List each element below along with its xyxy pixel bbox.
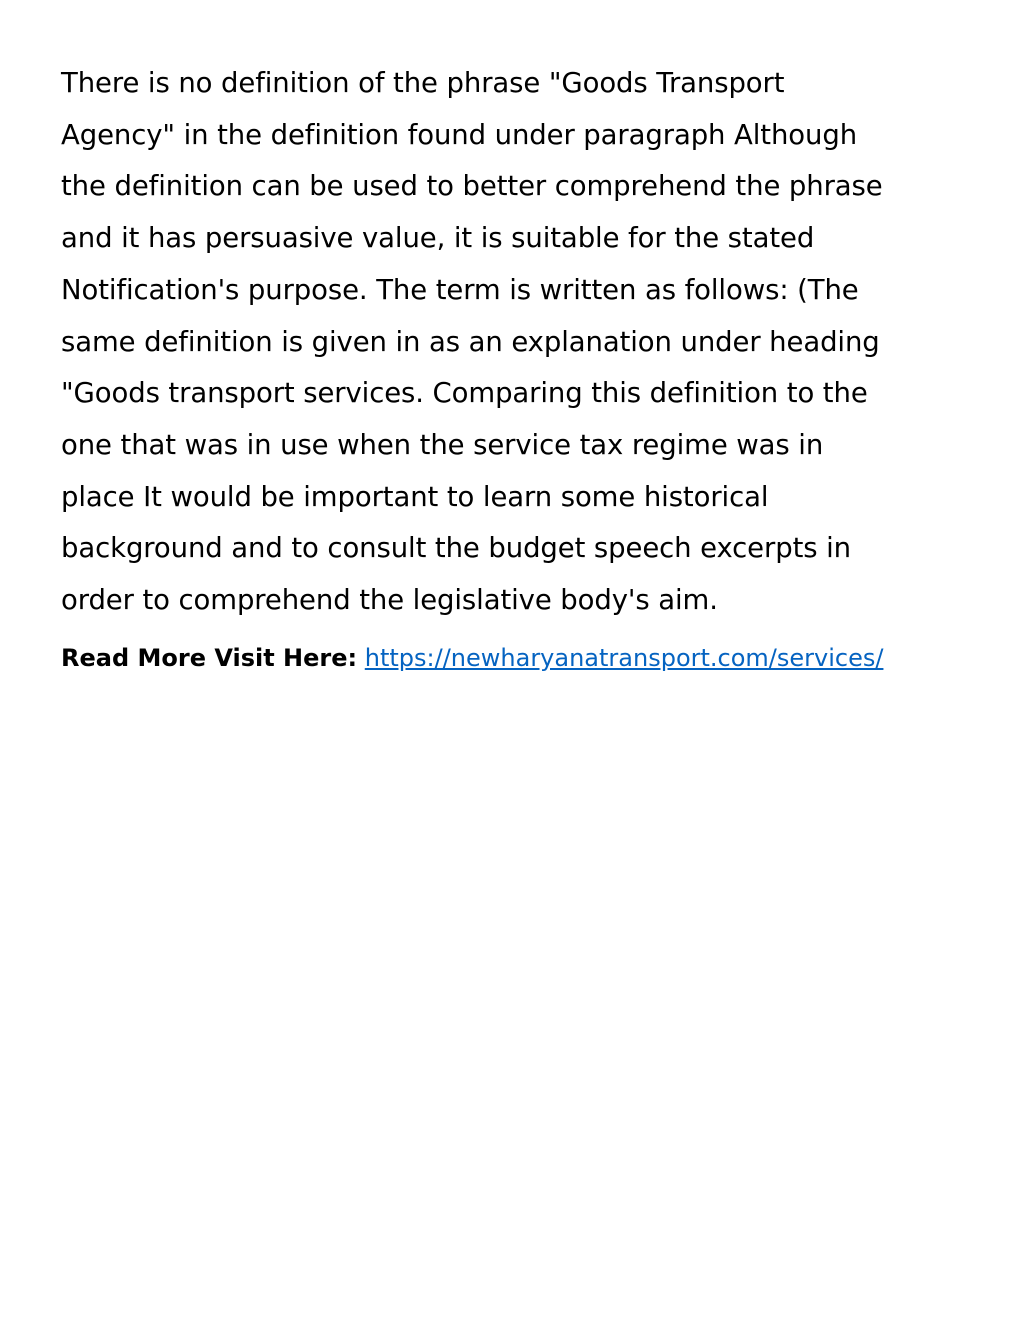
read-more-label: Read More Visit Here: bbox=[61, 643, 358, 672]
paragraph-line: Agency" in the definition found under paragraph Although bbox=[61, 118, 858, 151]
body-paragraph bbox=[61, 58, 966, 627]
paragraph-line: place It would be important to learn some historical bbox=[61, 480, 769, 513]
paragraph-line: order to comprehend the legislative body's aim. bbox=[61, 584, 718, 617]
paragraph-line: Notification's purpose. The term is written as follows: (The bbox=[61, 273, 859, 306]
read-more-line bbox=[61, 641, 966, 675]
paragraph-line: the definition can be used to better comprehend the phrase bbox=[61, 170, 883, 203]
paragraph-line: and it has persuasive value, it is suitable for the stated bbox=[61, 222, 815, 255]
document-content bbox=[61, 58, 966, 675]
paragraph-line: same definition is given in as an explanation under heading bbox=[61, 325, 880, 358]
paragraph-line: background and to consult the budget speech excerpts in bbox=[61, 532, 851, 565]
paragraph-line: There is no definition of the phrase "Goods Transport bbox=[61, 67, 785, 99]
paragraph-line: one that was in use when the service tax regime was in bbox=[61, 428, 824, 461]
services-link[interactable]: https://newharyanatransport.com/services/ bbox=[364, 643, 884, 672]
paragraph-line: "Goods transport services. Comparing this definition to the bbox=[61, 377, 868, 410]
